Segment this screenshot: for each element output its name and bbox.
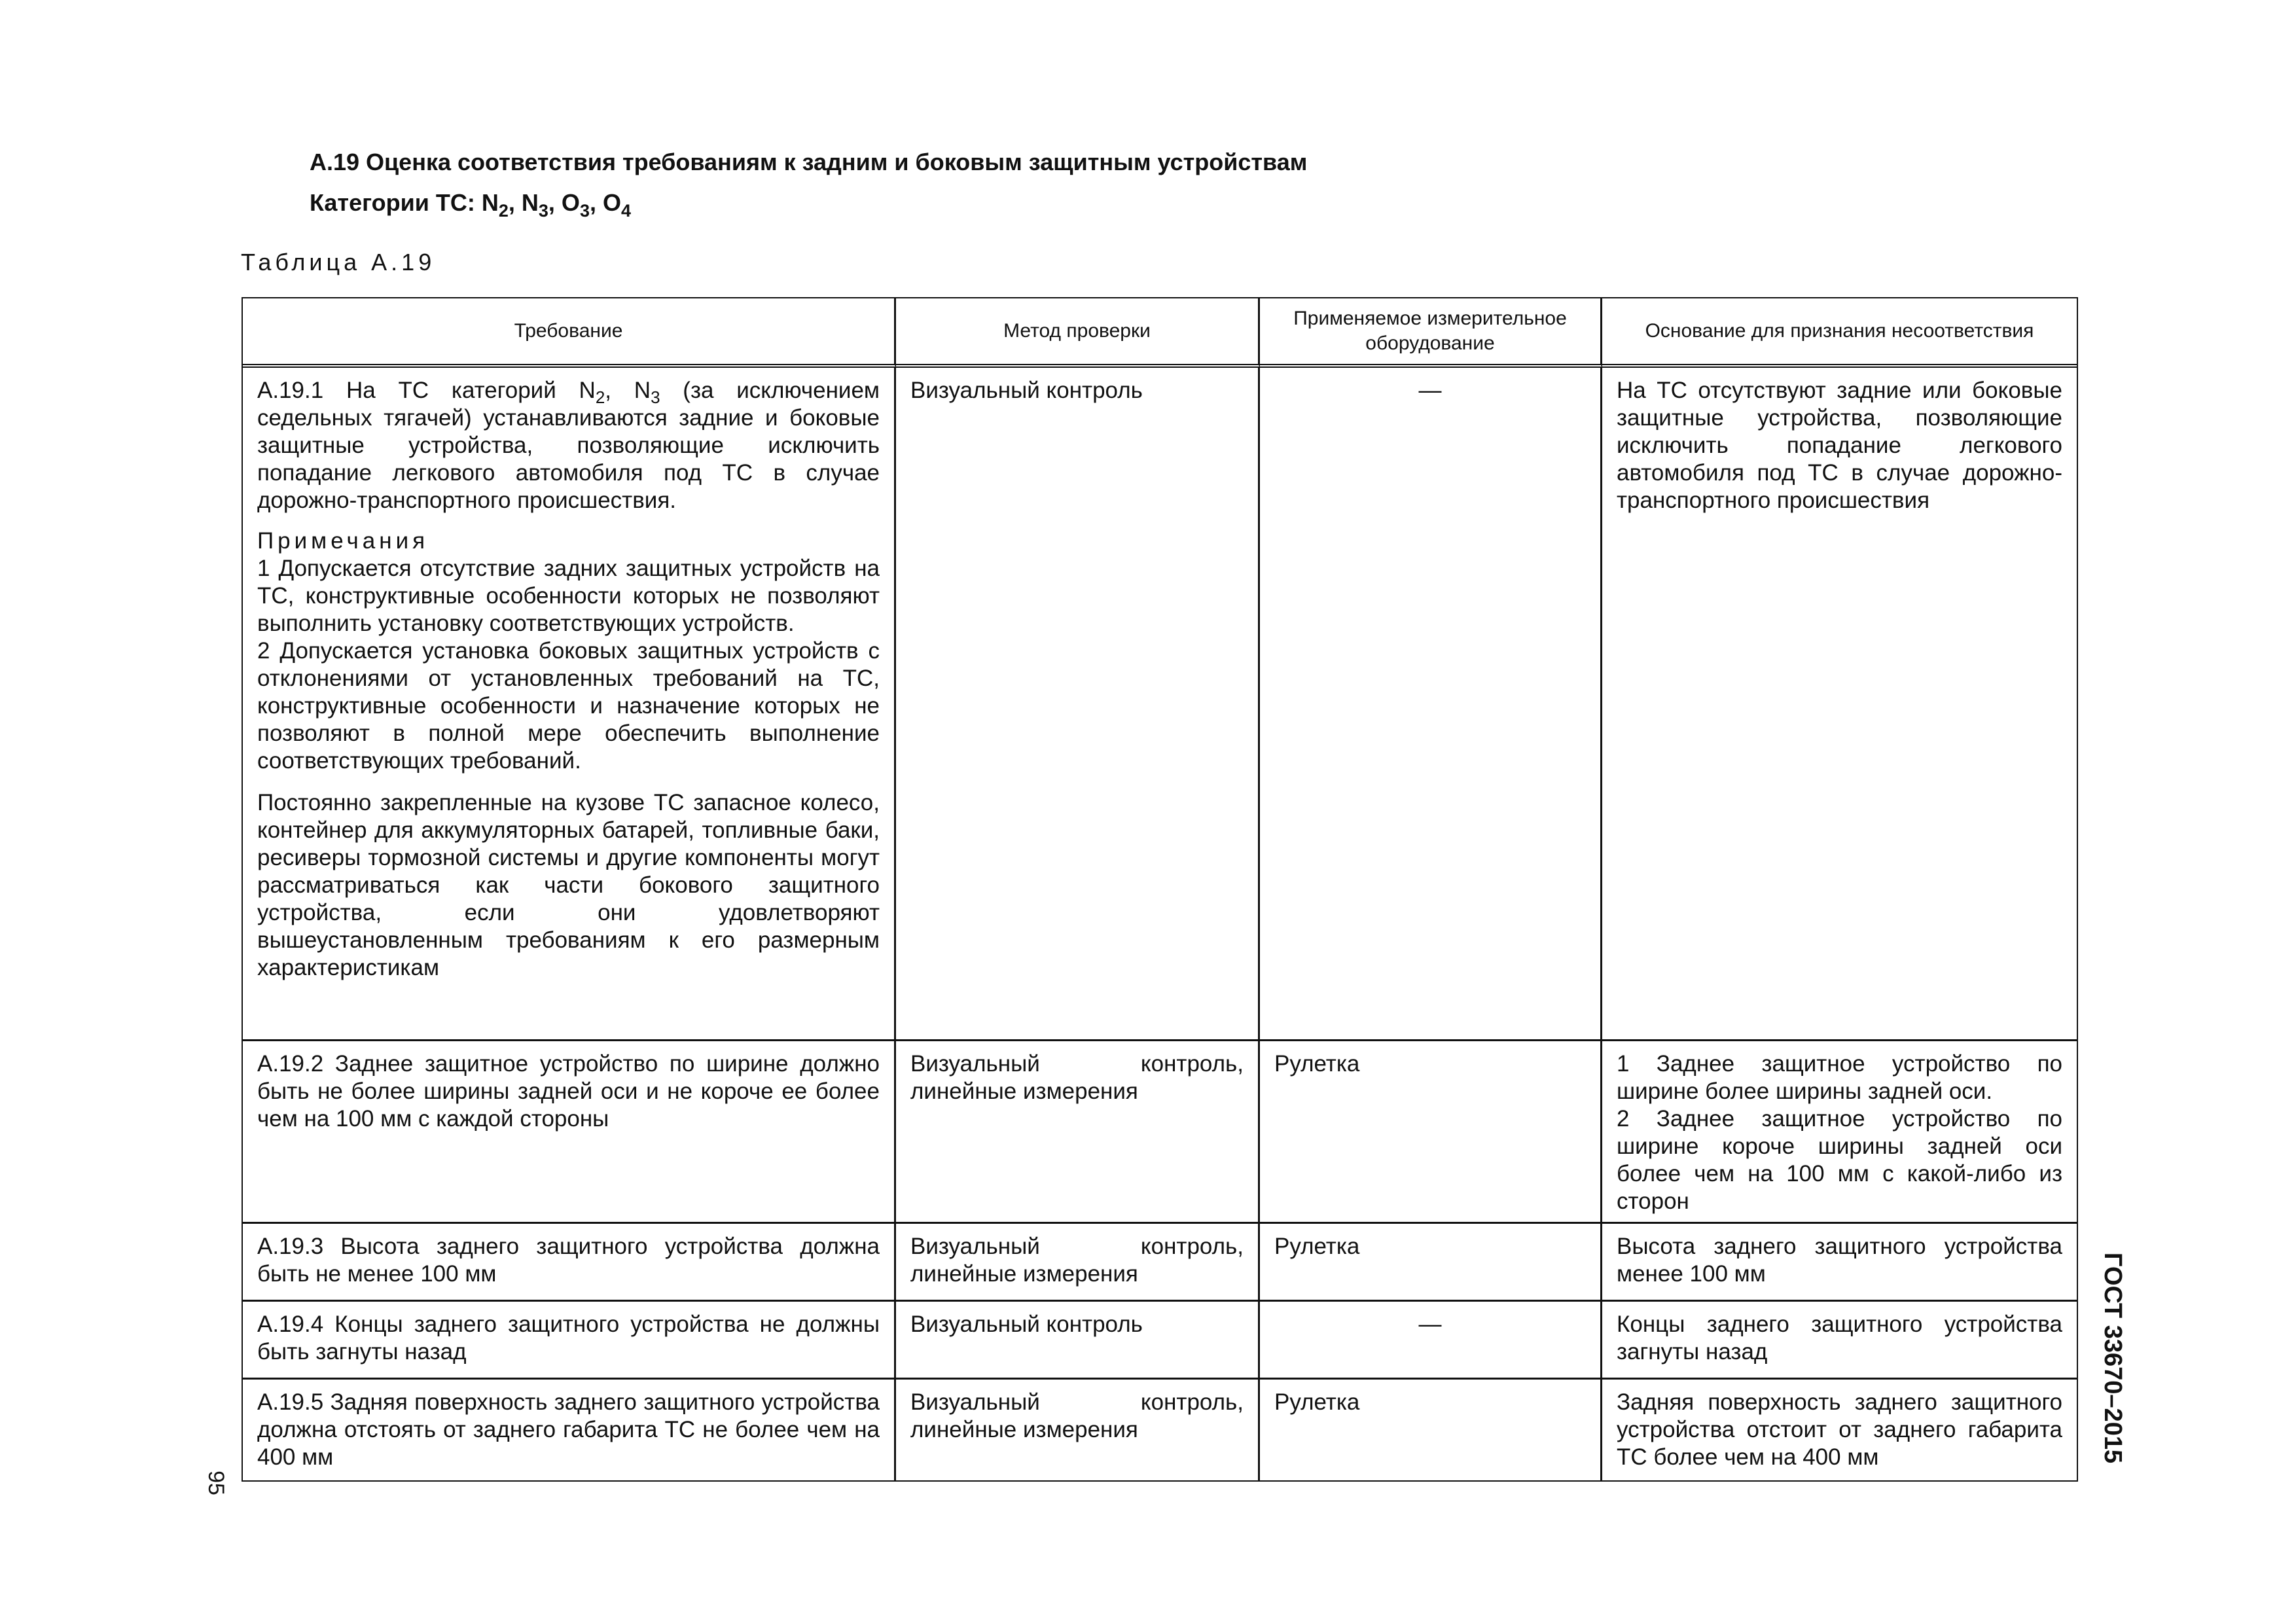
note-1: 1 Допускается отсутствие задних защитных устройств на ТС, конструктивные особенности которых не позволяют выполнить установку соответствующих устройств. bbox=[257, 556, 880, 636]
equipment-cell: Рулетка bbox=[1260, 1041, 1602, 1224]
nonconformity-cell: Высота заднего защитного устройства менее 100 мм bbox=[1602, 1224, 2077, 1302]
document-code: ГОСТ 33670–2015 bbox=[2099, 1252, 2126, 1464]
table-label: Таблица А.19 bbox=[241, 249, 436, 276]
requirement-addendum: Постоянно закрепленные на кузове ТС запасное колесо, контейнер для аккумуляторных батарей, топливные баки, ресиверы тормозной системы и другие компоненты могут рассматриваться как части бокового защитного устройства, если они удовлетворяют вышеустановленным требованиям к его размерным характеристикам bbox=[257, 790, 880, 980]
requirements-table bbox=[242, 297, 2078, 1482]
table-row bbox=[243, 1041, 2077, 1224]
header-nonconformity: Основание для признания несоответствия bbox=[1602, 298, 2077, 368]
nonconformity-cell: Концы заднего защитного устройства загнуты назад bbox=[1602, 1302, 2077, 1380]
nonconformity-cell bbox=[1602, 1041, 2077, 1224]
equipment-cell: Рулетка bbox=[1260, 1380, 1602, 1480]
nonconformity-cell: На ТС отсутствуют задние или боковые защитные устройства, позволяющие исключить попадание легкового автомобиля под ТС в случае дорожно-транспортного происшествия bbox=[1602, 368, 2077, 1041]
method-cell: Визуальный контроль bbox=[896, 1302, 1260, 1380]
requirement-cell: А.19.4 Концы заднего защитного устройства не должны быть загнуты назад bbox=[243, 1302, 896, 1380]
table-row bbox=[243, 368, 2077, 1041]
table-row bbox=[243, 1224, 2077, 1302]
notes-title: Примечания bbox=[257, 528, 429, 554]
requirement-text: А.19.1 На ТС категорий $N_2$, $N_3$ (за исключением седельных тягачей) устанавливаются задние и боковые защитные устройства, позволяющие исключить попадание легкового автомобиля под ТС в случае дорожно-транспортного происшествия. bbox=[257, 378, 880, 513]
header-method: Метод проверки bbox=[896, 298, 1260, 368]
category-o3: $O_3$, bbox=[561, 189, 603, 221]
page-number: 95 bbox=[204, 1471, 228, 1495]
method-cell: Визуальный контроль, линейные измерения bbox=[896, 1041, 1260, 1224]
category-n2: $N_2$, bbox=[481, 189, 522, 221]
section-title: А.19 Оценка соответствия требованиям к задним и боковым защитным устройствам bbox=[310, 149, 1308, 175]
equipment-cell: Рулетка bbox=[1260, 1224, 1602, 1302]
method-cell: Визуальный контроль, линейные измерения bbox=[896, 1380, 1260, 1480]
vehicle-categories bbox=[310, 188, 632, 221]
category-o4: $O_4$ bbox=[602, 189, 632, 221]
equipment-cell: — bbox=[1260, 1302, 1602, 1380]
nonconformity-cell: Задняя поверхность заднего защитного устройства отстоит от заднего габарита ТС более чем на 400 мм bbox=[1617, 1389, 2062, 1470]
method-cell: Визуальный контроль bbox=[896, 368, 1260, 1041]
method-cell: Визуальный контроль, линейные измерения bbox=[896, 1224, 1260, 1302]
categories-prefix: Категории ТС: bbox=[310, 189, 482, 216]
requirement-cell: А.19.5 Задняя поверхность заднего защитного устройства должна отстоять от заднего габарита ТС не более чем на 400 мм bbox=[243, 1380, 896, 1480]
category-n3: $N_3$, bbox=[521, 189, 562, 221]
table-header-row bbox=[243, 298, 2077, 368]
table-row bbox=[243, 1380, 2077, 1480]
nonconformity-item-2: 2 Заднее защитное устройство по ширине короче ширины задней оси более чем на 100 мм с какой-либо из сторон bbox=[1617, 1106, 2062, 1214]
requirement-cell bbox=[243, 368, 896, 1041]
note-2: 2 Допускается установка боковых защитных устройств с отклонениями от установленных требований на ТС, конструктивные особенности и назначение которых не позволяют в полной мере обеспечить выполнение соответствующих требований. bbox=[257, 638, 880, 774]
nonconformity-item-1: 1 Заднее защитное устройство по ширине более ширины задней оси. bbox=[1617, 1051, 2062, 1104]
header-requirement: Требование bbox=[243, 298, 896, 368]
header-equipment: Применяемое измерительное оборудование bbox=[1260, 298, 1602, 368]
requirement-cell: А.19.3 Высота заднего защитного устройства должна быть не менее 100 мм bbox=[243, 1224, 896, 1302]
table-row bbox=[243, 1302, 2077, 1380]
equipment-cell: — bbox=[1260, 368, 1602, 1041]
requirement-cell: А.19.2 Заднее защитное устройство по ширине должно быть не более ширины задней оси и не короче ее более чем на 100 мм с каждой стороны bbox=[243, 1041, 896, 1224]
